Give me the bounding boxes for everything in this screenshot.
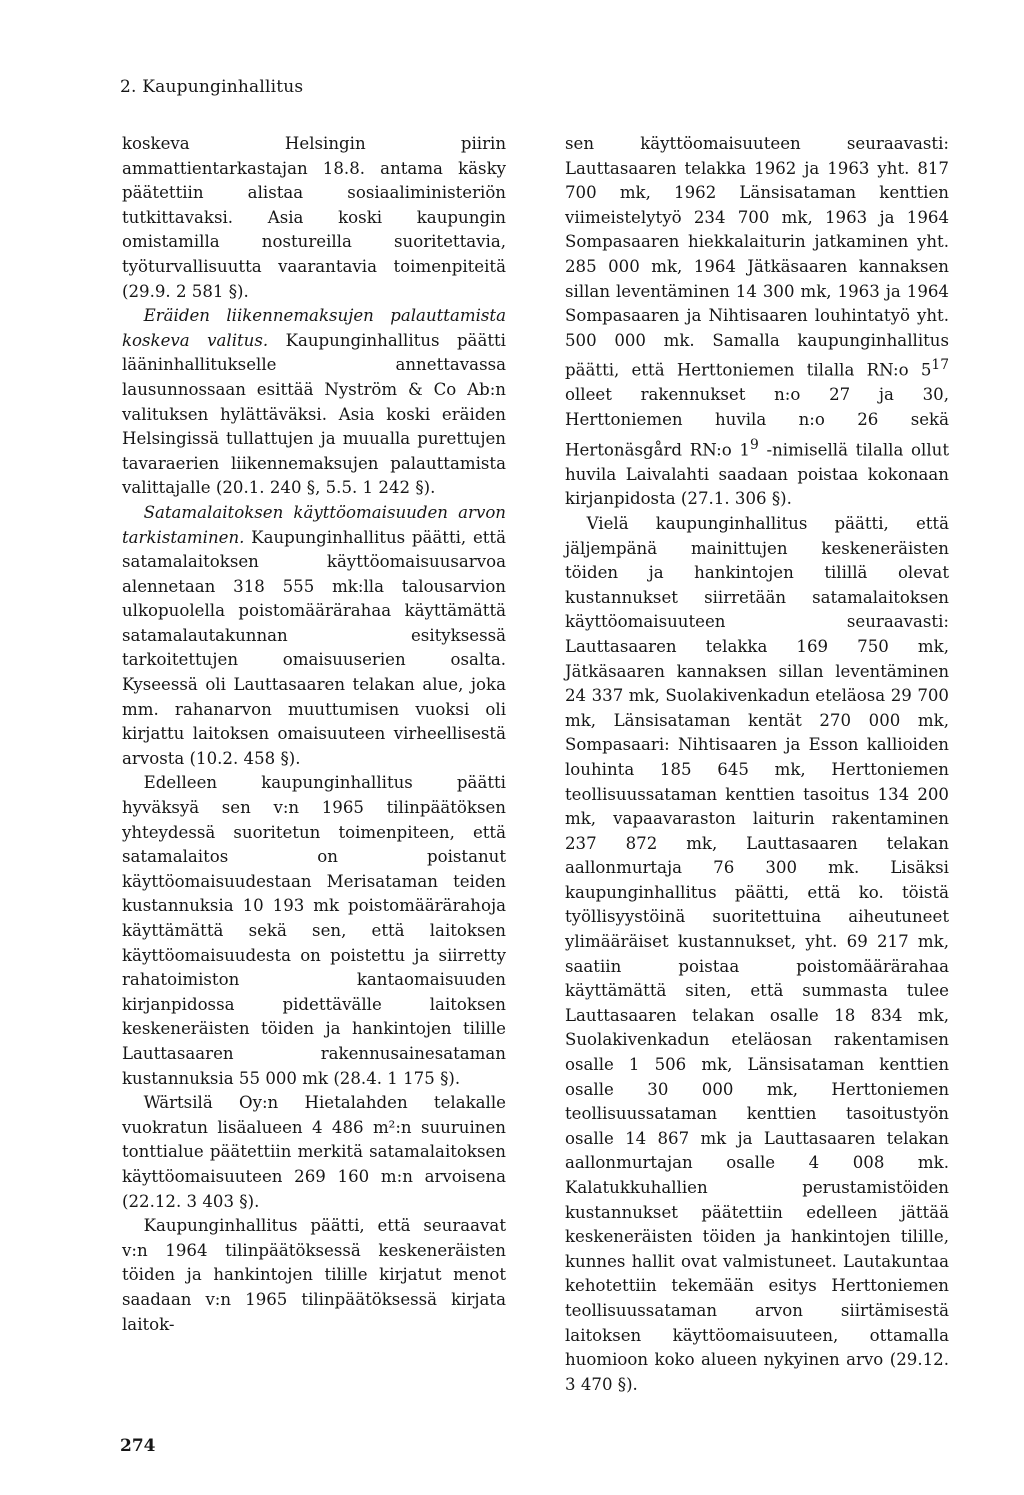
- paragraph-text: -nimisellä tilalla ollut huvila Laivalahti saadaan poistaa kokonaan kirjanpidosta (27.1. 306 §).: [565, 440, 949, 509]
- paragraph-text: olleet rakennukset n:o 27 ja 30, Herttoniemen huvila n:o 26 sekä Hertonäsgård RN:o 1: [565, 385, 949, 460]
- superscript: 17: [931, 357, 949, 374]
- paragraph: Edelleen kaupunginhallitus päätti hyväksyä sen v:n 1965 tilinpäätöksen yhteydessä suoritetun toimenpiteen, että satamalaitos on poistanut käyttöomaisuudestaan Merisataman teiden kustannuksia 10 193 mk poistomäärärahoja käyttämättä sekä sen, että laitoksen käyttöomaisuudesta on poistettu ja siirretty rahatoimiston kantaomaisuuden kirjanpidossa pidettävälle laitoksen keskeneräisten töiden ja hankintojen tilille Lauttasaaren rakennusainesataman kustannuksia 55 000 mk (28.4. 1 175 §).: [122, 773, 506, 1088]
- left-column: [122, 132, 506, 1337]
- paragraph-text: sen käyttöomaisuuteen seuraavasti: Lauttasaaren telakka 1962 ja 1963 yht. 817 700 mk, 1962 Länsisataman kenttien viimeistelytyö 234 700 mk, 1963 ja 1964 Sompasaaren hiekkalaiturin jatkaminen yht. 285 000 mk, 1964 Jätkäsaaren kannaksen sillan leventäminen 14 300 mk, 1963 ja 1964 Sompasaaren ja Nihtisaaren louhintatyö yht. 500 000 mk. Samalla kaupunginhallitus päätti, että Herttoniemen tilalla RN:o 5: [565, 134, 949, 380]
- paragraph-text: Kaupunginhallitus päätti, että satamalaitoksen käyttöomaisuusarvoa alennetaan 318 555 mk:lla talousarvion ulkopuolella poistomäärärahaa käyttämättä satamalautakunnan esityksessä tarkoitettujen omaisuuserien osalta. Kyseessä oli Lauttasaaren telakan alue, joka mm. rahanarvon muuttumisen vuoksi oli kirjattu laitoksen omaisuuteen virheellisestä arvosta (10.2. 458 §).: [122, 527, 506, 768]
- paragraph: [565, 132, 949, 512]
- paragraph: Kaupunginhallitus päätti, että seuraavat v:n 1964 tilinpäätöksessä keskeneräisten töiden ja hankintojen tilille kirjatut menot saadaan v:n 1965 tilinpäätöksessä kirjata laitok-: [122, 1216, 506, 1334]
- paragraph: [122, 501, 506, 772]
- section-heading: Eräiden liikennemaksujen palauttamista koskeva valitus.: [122, 306, 506, 350]
- paragraph: [122, 304, 506, 501]
- superscript: 9: [749, 436, 759, 453]
- paragraph: Vielä kaupunginhallitus päätti, että jäljempänä mainittujen keskeneräisten töiden ja hankintojen tilillä olevat kustannukset siirretään satamalaitoksen käyttöomaisuuteen seuraavasti: Lauttasaaren telakka 169 750 mk, Jätkäsaaren kannaksen sillan leventäminen 24 337 mk, Suolakivenkadun eteläosa 29 700 mk, Länsisataman kentät 270 000 mk, Sompasaari: Nihtisaaren ja Esson kallioiden louhinta 185 645 mk, Herttoniemen teollisuussataman kenttien tasoitus 134 200 mk, vapaavaraston laiturin rakentaminen 237 872 mk, Lauttasaaren telakan aallonmurtaja 76 300 mk. Lisäksi kaupunginhallitus päätti, että ko. töistä työllisyystöinä suoritettuina aiheutuneet ylimääräiset kustannukset, yht. 69 217 mk, saatiin poistaa poistomäärärahaa käyttämättä siten, että summasta tulee Lauttasaaren telakan osalle 18 834 mk, Suolakivenkadun eteläosan rakentamisen osalle 1 506 mk, Länsisataman kenttien osalle 30 000 mk, Herttoniemen teollisuussataman kenttien tasoitustyön osalle 14 867 mk ja Lauttasaaren telakan aallonmurtajan osalle 4 008 mk. Kalatukkuhallien perustamistöiden kustannukset päätettiin edelleen jättää keskeneräisten töiden ja hankintojen tilille, kunnes hallit ovat valmistuneet. Lautakuntaa kehotettiin tekemään esitys Herttoniemen teollisuussataman arvon siirtämisestä laitoksen käyttöomaisuuteen, ottamalla huomioon koko alueen nykyinen arvo (29.12. 3 470 §).: [565, 513, 949, 1394]
- running-head: 2. Kaupunginhallitus: [120, 77, 304, 97]
- paragraph-text: Kaupunginhallitus päätti lääninhallitukselle annettavassa lausunnossaan esittää Nyström & Co Ab:n valituksen hylättäväksi. Asia koski eräiden Helsingissä tullattujen ja muualla purettujen tavaraerien liikennemaksujen palauttamista valittajalle (20.1. 240 §, 5.5. 1 242 §).: [122, 330, 506, 498]
- section-heading: Satamalaitoksen käyttöomaisuuden arvon tarkistaminen.: [122, 502, 506, 547]
- paragraph: koskeva Helsingin piirin ammattientarkastajan 18.8. antama käsky päätettiin alistaa sosiaaliministeriön tutkittavaksi. Asia koski kaupungin omistamilla nostureilla suoritettavia, työturvallisuutta vaarantavia toimenpiteitä (29.9. 2 581 §).: [122, 134, 506, 301]
- right-column: [565, 132, 949, 1397]
- paragraph: Wärtsilä Oy:n Hietalahden telakalle vuokratun lisäalueen 4 486 m²:n suuruinen tonttialue päätettiin merkitä satamalaitoksen käyttöomaisuuteen 269 160 m:n arvoisena (22.12. 3 403 §).: [122, 1093, 506, 1211]
- page-number: 274: [120, 1436, 156, 1456]
